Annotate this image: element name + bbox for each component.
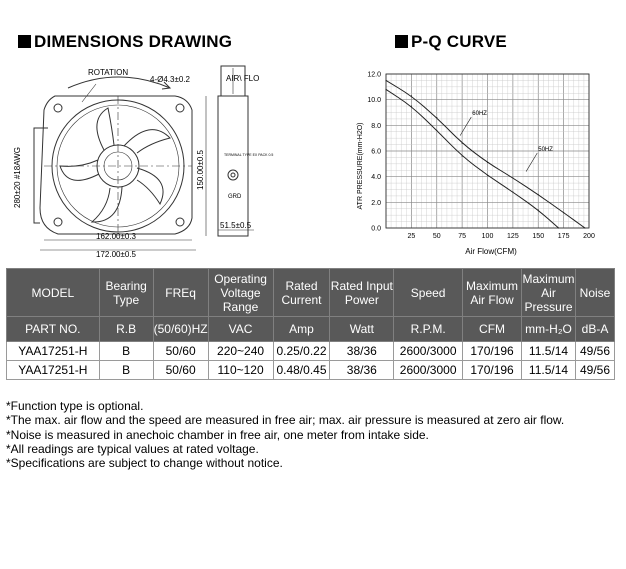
x-tick-label: 100 [481,233,494,240]
table-row-cell: 38/36 [330,342,394,361]
table-row-cell: 110~120 [208,361,273,380]
table-units-row-cell: VAC [208,317,273,342]
table-row-cell: 49/56 [576,361,615,380]
table-header-cell: Speed [394,269,463,317]
pq-ticks [367,72,595,241]
table-row-cell: 50/60 [153,342,208,361]
holes-leader [82,84,96,102]
table-row-cell: B [99,361,153,380]
blade [60,160,99,180]
table-header-cell: Maximum Air Flow [463,269,522,317]
series-point [385,89,386,90]
wire-label: 280±20 #18AWG [13,146,22,208]
series-point [538,209,539,210]
table-units-row-cell: (50/60)HZ [153,317,208,342]
table-header-cell: Bearing Type [99,269,153,317]
blade [137,168,163,204]
table-row-cell: 49/56 [576,342,615,361]
dimensions-heading-text: DIMENSIONS DRAWING [34,32,233,51]
note-line: *All readings are typical values at rated voltage. [6,441,259,456]
table-row-cell: B [99,342,153,361]
table-header-cell: Maximum Air Pressure [522,269,576,317]
dimensions-heading [18,32,232,52]
notes [6,399,564,470]
x-tick-label: 25 [407,233,416,240]
x-tick-label: 200 [583,233,595,240]
note-line: *Specifications are subject to change without notice. [6,456,283,471]
y-tick-label: 2.0 [371,199,381,207]
fan-frame [40,96,192,234]
table-header-cell: Noise [576,269,615,317]
x-tick-label: 175 [557,233,570,240]
series-line-60hz [386,80,585,228]
x-tick-label: 150 [532,233,545,240]
table-units-row-cell: Amp [273,317,330,342]
y-tick-label: 8.0 [371,122,381,130]
airflow-label: AIR\ FLO [226,74,260,83]
series-label-leader [460,117,471,136]
pq-curve-heading [395,32,507,52]
y-tick-label: 4.0 [371,174,381,182]
mount-hole [176,218,184,226]
table-units-row-cell: CFM [463,317,522,342]
y-tick-label: 10.0 [367,97,381,105]
series-point [512,177,513,178]
table-row [7,361,615,380]
y-tick-label: 6.0 [371,148,381,156]
ground-symbol-inner [231,173,235,177]
note-line: *The max. air flow and the speed are measured in free air; max. air pressure is measured at zero air flow. [6,413,565,428]
series-point [558,227,559,228]
table-units-row-cell: mm-H₂O [522,317,576,342]
series-point [436,130,437,131]
series-point [411,95,412,96]
holes-label: 4-Ø4.3±0.2 [150,75,190,84]
spec-table [6,268,615,380]
dimensions-drawing [0,58,290,258]
pq-series [385,80,585,229]
table-row-cell: 220~240 [208,342,273,361]
table-row-cell: YAA17251-H [7,361,100,380]
mount-hole [54,218,62,226]
series-point [538,194,539,195]
ground-label: GRD [228,194,242,200]
table-row-cell: 2600/3000 [394,361,463,380]
note-line: *Function type is optional. [6,399,144,413]
blade [92,187,122,222]
width-inner-label: 162.00±0.3 [96,232,136,241]
pq-grid [386,74,589,228]
table-row-cell: 38/36 [330,361,394,380]
ground-symbol [228,170,238,180]
table-row-cell: 170/196 [463,361,522,380]
series-point [462,143,463,144]
table-row-cell: 0.48/0.45 [273,361,330,380]
x-tick-label: 50 [432,233,441,240]
table-units-row-cell: R.P.M. [394,317,463,342]
y-axis-label: ATR PRESSURE(mm-H2O) [357,122,364,210]
table-units-row-cell: dB-A [576,317,615,342]
table-units-row-cell: Watt [330,317,394,342]
blade [97,108,114,150]
table-units-row [7,317,615,342]
table-row-cell: 11.5/14 [522,361,576,380]
table-header-cell: FREq [153,269,208,317]
x-axis-label: Air Flow(CFM) [465,247,517,256]
table-units-row-cell: PART NO. [7,317,100,342]
series-label-leader [526,153,537,172]
series-point [462,156,463,157]
pq-heading-text: P-Q CURVE [411,32,507,51]
series-label-60hz: 60HZ [472,111,487,118]
table-header [7,269,615,317]
note-line: *Noise is measured in anechoic chamber in free air, one meter from intake side. [6,427,429,442]
series-point [584,227,585,228]
side-view [218,96,248,236]
terminal-label: TERMINAL TYPE EX PACK 0.5 [224,153,274,157]
table-row-cell: 2600/3000 [394,342,463,361]
table-row [7,342,615,361]
series-point [436,117,437,118]
table-header-cell: Rated Input Power [330,269,394,317]
table-row-cell: 50/60 [153,361,208,380]
x-tick-label: 75 [458,233,467,240]
pq-chart [350,62,610,262]
depth-label: 51.5±0.5 [220,221,252,230]
table-row-cell: 0.25/0.22 [273,342,330,361]
table-header-cell: MODEL [7,269,100,317]
series-label-50hz: 50HZ [538,147,553,153]
pq-labels [460,111,553,171]
table-row-cell: YAA17251-H [7,342,100,361]
width-outer-label: 172.00±0.5 [96,250,136,258]
series-point [563,212,564,213]
series-point [385,80,386,81]
height-label: 150.00±0.5 [196,150,205,190]
table-header-cell: Operating Voltage Range [208,269,273,317]
y-tick-label: 12.0 [367,71,381,79]
table-units-row-cell: R.B [99,317,153,342]
y-tick-label: 0.0 [371,225,381,233]
mount-hole [54,104,62,112]
series-point [487,175,488,176]
series-point [411,105,412,106]
table-row-cell: 170/196 [463,342,522,361]
mount-hole [176,104,184,112]
table-row-cell: 11.5/14 [522,342,576,361]
rotation-label: ROTATION [88,68,129,77]
series-point [487,162,488,163]
series-point [512,191,513,192]
table-header-cell: Rated Current [273,269,330,317]
x-tick-label: 125 [507,233,519,240]
